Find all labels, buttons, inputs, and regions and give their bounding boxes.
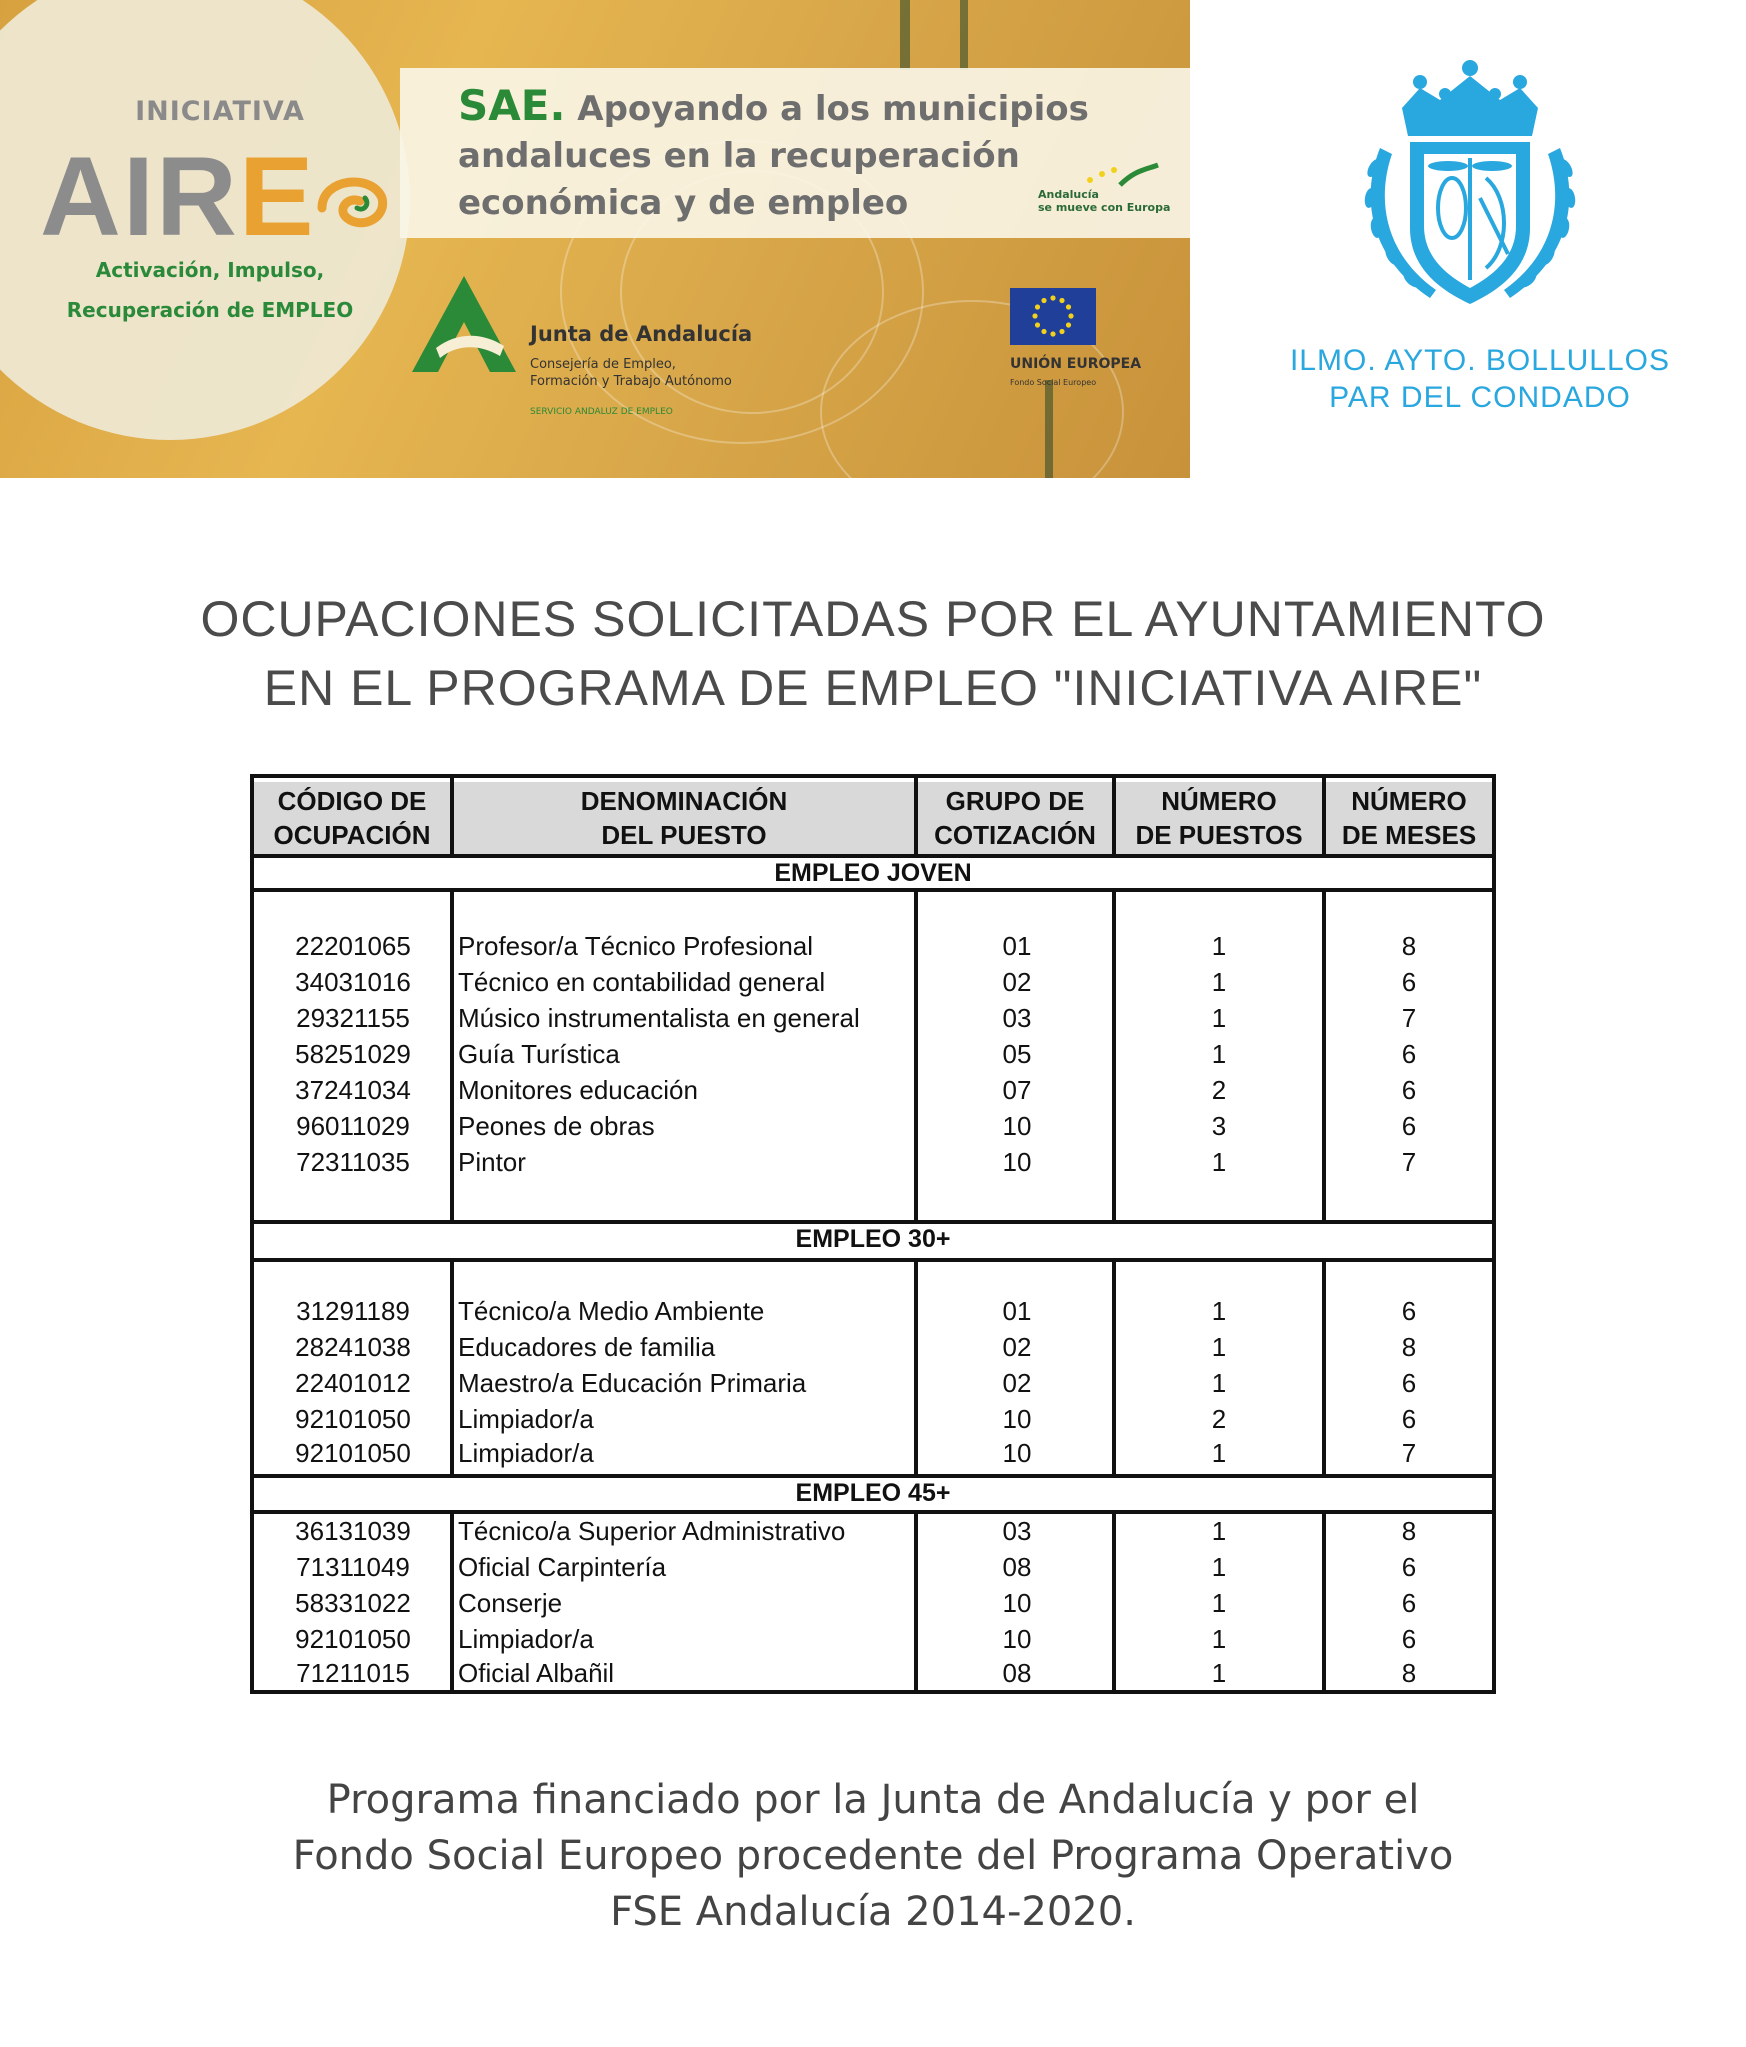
aire-logo-main: AIR	[40, 134, 239, 259]
header-meses	[1326, 782, 1492, 854]
cell-grupo: 01	[1002, 931, 1032, 961]
sae-line1: Apoyando a los municipios	[577, 89, 1089, 129]
decorative-pole	[1045, 380, 1053, 478]
cell-grupo: 02	[1002, 1368, 1032, 1398]
table-row	[254, 1329, 1492, 1365]
andalucia-tag-line2: se mueve con Europa	[1038, 201, 1171, 214]
cell-name: Profesor/a Técnico Profesional	[458, 931, 814, 961]
sae-small-label: SERVICIO ANDALUZ DE EMPLEO	[530, 407, 673, 417]
cell-puestos: 1	[1211, 1624, 1227, 1654]
table-row	[254, 1036, 1492, 1072]
cell-name: Limpiador/a	[458, 1438, 594, 1468]
table-row	[254, 1435, 1492, 1471]
cell-grupo: 03	[1002, 1003, 1032, 1033]
table-row	[254, 1549, 1492, 1585]
cell-meses: 7	[1401, 1438, 1417, 1468]
junta-subtitle-2: Formación y Trabajo Autónomo	[530, 374, 732, 389]
cell-puestos: 2	[1211, 1075, 1227, 1105]
cell-grupo: 07	[1002, 1075, 1032, 1105]
aire-logo-text	[40, 132, 316, 261]
junta-name: Junta de Andalucía	[530, 322, 753, 346]
cell-puestos: 1	[1211, 931, 1227, 961]
cell-meses: 6	[1401, 1404, 1417, 1434]
cell-puestos: 1	[1211, 1296, 1227, 1326]
aire-swirl-icon	[312, 168, 402, 238]
table-row	[254, 1293, 1492, 1329]
cell-grupo: 10	[1002, 1438, 1032, 1468]
cell-meses: 7	[1401, 1147, 1417, 1177]
cell-code: 34031016	[295, 967, 411, 997]
cell-grupo: 10	[1002, 1404, 1032, 1434]
cell-puestos: 1	[1211, 1039, 1227, 1069]
cell-code: 28241038	[295, 1332, 411, 1362]
cell-puestos: 1	[1211, 1147, 1227, 1177]
eu-subtitle: Fondo Social Europeo	[1010, 378, 1097, 387]
table-row	[254, 1144, 1492, 1180]
andalucia-europa-tag	[1038, 188, 1170, 214]
cell-code: 36131039	[295, 1516, 411, 1546]
table-row	[254, 1365, 1492, 1401]
table-row	[254, 964, 1492, 1000]
cell-code: 58331022	[295, 1588, 411, 1618]
aire-subtitle-2: Recuperación de EMPLEO	[66, 298, 354, 322]
cell-grupo: 02	[1002, 967, 1032, 997]
cell-name: Técnico/a Medio Ambiente	[458, 1296, 765, 1326]
cell-grupo: 10	[1002, 1624, 1032, 1654]
cell-code: 58251029	[295, 1039, 411, 1069]
header-meses-line1: NÚMERO	[1351, 786, 1467, 816]
table-rule	[254, 1258, 1492, 1262]
sae-line3: económica y de empleo	[458, 183, 909, 223]
cell-puestos: 1	[1211, 1552, 1227, 1582]
footer-line1: Programa financiado por la Junta de Andalucía y por el	[326, 1777, 1420, 1823]
table-rule	[450, 778, 454, 854]
cell-puestos: 1	[1211, 1003, 1227, 1033]
cell-name: Monitores educación	[458, 1075, 698, 1105]
cell-puestos: 2	[1211, 1404, 1227, 1434]
cell-puestos: 1	[1211, 1588, 1227, 1618]
header-grupo-line2: COTIZACIÓN	[934, 820, 1096, 850]
cell-code: 71311049	[296, 1552, 410, 1582]
cell-meses: 6	[1401, 1039, 1417, 1069]
eu-flag-icon	[1010, 288, 1096, 345]
cell-puestos: 1	[1211, 1516, 1227, 1546]
cell-grupo: 08	[1002, 1552, 1032, 1582]
cell-name: Músico instrumentalista en general	[458, 1003, 860, 1033]
cell-name: Pintor	[458, 1147, 526, 1177]
cell-meses: 6	[1401, 967, 1417, 997]
eu-name: UNIÓN EUROPEA	[1010, 356, 1142, 372]
table-row	[254, 1072, 1492, 1108]
header-denominacion	[454, 782, 914, 854]
page-title-line1: OCUPACIONES SOLICITADAS POR EL AYUNTAMIENTO	[200, 591, 1546, 647]
occupations-table	[250, 774, 1496, 1694]
cell-name: Técnico en contabilidad general	[458, 967, 826, 997]
cell-meses: 6	[1401, 1624, 1417, 1654]
cell-puestos: 1	[1211, 1368, 1227, 1398]
footer-line3: FSE Andalucía 2014-2020.	[610, 1889, 1136, 1935]
decorative-pole	[900, 0, 910, 70]
andalucia-tag-line1: Andalucía	[1038, 188, 1099, 201]
junta-subtitle-1: Consejería de Empleo,	[530, 357, 676, 372]
cell-grupo: 10	[1002, 1111, 1032, 1141]
header-puestos-line1: NÚMERO	[1161, 786, 1277, 816]
cell-puestos: 1	[1211, 1658, 1227, 1688]
table-row	[254, 1513, 1492, 1549]
cell-name: Limpiador/a	[458, 1624, 594, 1654]
cell-code: 71211015	[296, 1658, 410, 1688]
page-title-line2: EN EL PROGRAMA DE EMPLEO "INICIATIVA AIRE"	[263, 660, 1483, 716]
header-codigo-line1: CÓDIGO DE	[277, 786, 427, 816]
cell-code: 72311035	[296, 1147, 410, 1177]
cell-code: 96011029	[296, 1111, 410, 1141]
cell-grupo: 01	[1002, 1296, 1032, 1326]
cell-meses: 7	[1401, 1003, 1417, 1033]
section-title-joven: EMPLEO JOVEN	[774, 859, 972, 887]
section-title-30: EMPLEO 30+	[795, 1225, 951, 1253]
cell-code: 37241034	[295, 1075, 411, 1105]
aire-banner	[0, 0, 1190, 478]
cell-puestos: 3	[1211, 1111, 1227, 1141]
cell-grupo: 03	[1002, 1516, 1032, 1546]
section-title-45: EMPLEO 45+	[795, 1479, 951, 1507]
table-row	[254, 1655, 1492, 1691]
cell-grupo: 02	[1002, 1332, 1032, 1362]
crest-name-line2: PAR DEL CONDADO	[1329, 381, 1631, 414]
funding-footer	[60, 1772, 1686, 1940]
table-row	[254, 928, 1492, 964]
header-grupo-line1: GRUPO DE	[945, 786, 1085, 816]
cell-puestos: 1	[1211, 967, 1227, 997]
cell-meses: 8	[1401, 1516, 1417, 1546]
cell-code: 22201065	[295, 931, 411, 961]
cell-code: 92101050	[295, 1438, 411, 1468]
bollullos-crest-icon	[1340, 58, 1600, 338]
page-title	[60, 585, 1686, 723]
cell-name: Educadores de familia	[458, 1332, 716, 1362]
cell-meses: 6	[1401, 1296, 1417, 1326]
footer-line2: Fondo Social Europeo procedente del Programa Operativo	[292, 1833, 1454, 1879]
cell-name: Conserje	[458, 1588, 563, 1618]
cell-code: 92101050	[295, 1404, 411, 1434]
table-rule	[1112, 778, 1116, 854]
cell-name: Oficial Albañil	[458, 1658, 615, 1688]
cell-puestos: 1	[1211, 1438, 1227, 1468]
cell-grupo: 08	[1002, 1658, 1032, 1688]
cell-code: 31291189	[296, 1296, 410, 1326]
sae-bold: SAE.	[458, 81, 566, 130]
table-row	[254, 1000, 1492, 1036]
decorative-pole	[960, 0, 968, 70]
table-row	[254, 1108, 1492, 1144]
cell-meses: 6	[1401, 1588, 1417, 1618]
header-codigo-line2: OCUPACIÓN	[273, 820, 431, 850]
cell-name: Maestro/a Educación Primaria	[458, 1368, 807, 1398]
cell-grupo: 10	[1002, 1147, 1032, 1177]
table-row	[254, 1621, 1492, 1657]
sae-line2: andaluces en la recuperación	[458, 136, 1020, 176]
cell-meses: 6	[1401, 1075, 1417, 1105]
cell-puestos: 1	[1211, 1332, 1227, 1362]
cell-meses: 8	[1401, 931, 1417, 961]
cell-meses: 8	[1401, 1332, 1417, 1362]
cell-name: Oficial Carpintería	[458, 1552, 667, 1582]
cell-meses: 6	[1401, 1552, 1417, 1582]
header-denominacion-line2: DEL PUESTO	[601, 820, 767, 850]
cell-code: 22401012	[295, 1368, 411, 1398]
junta-andalucia-logo-icon	[412, 276, 516, 372]
header-codigo	[254, 782, 450, 854]
cell-meses: 6	[1401, 1111, 1417, 1141]
aire-subtitle-1: Activación, Impulso,	[95, 258, 325, 282]
header-puestos-line2: DE PUESTOS	[1135, 820, 1303, 850]
cell-meses: 8	[1401, 1658, 1417, 1688]
cell-meses: 6	[1401, 1368, 1417, 1398]
cell-name: Guía Turística	[458, 1039, 620, 1069]
sae-headline	[458, 82, 1098, 227]
cell-grupo: 05	[1002, 1039, 1032, 1069]
cell-name: Técnico/a Superior Administrativo	[458, 1516, 846, 1546]
crest-name-line1: ILMO. AYTO. BOLLULLOS	[1289, 344, 1671, 377]
andalucia-europa-stars-icon	[1080, 160, 1160, 190]
cell-code: 92101050	[295, 1624, 411, 1654]
iniciativa-label: INICIATIVA	[135, 96, 305, 127]
table-rule	[1322, 778, 1326, 854]
cell-grupo: 10	[1002, 1588, 1032, 1618]
cell-name: Limpiador/a	[458, 1404, 594, 1434]
table-row	[254, 1401, 1492, 1437]
header-puestos	[1116, 782, 1322, 854]
aire-logo-e: E	[238, 134, 316, 259]
header-grupo	[918, 782, 1112, 854]
cell-name: Peones de obras	[458, 1111, 655, 1141]
header-meses-line2: DE MESES	[1341, 820, 1477, 850]
header-denominacion-line1: DENOMINACIÓN	[580, 786, 788, 816]
cell-code: 29321155	[296, 1003, 410, 1033]
table-rule	[914, 778, 918, 854]
table-row	[254, 1585, 1492, 1621]
